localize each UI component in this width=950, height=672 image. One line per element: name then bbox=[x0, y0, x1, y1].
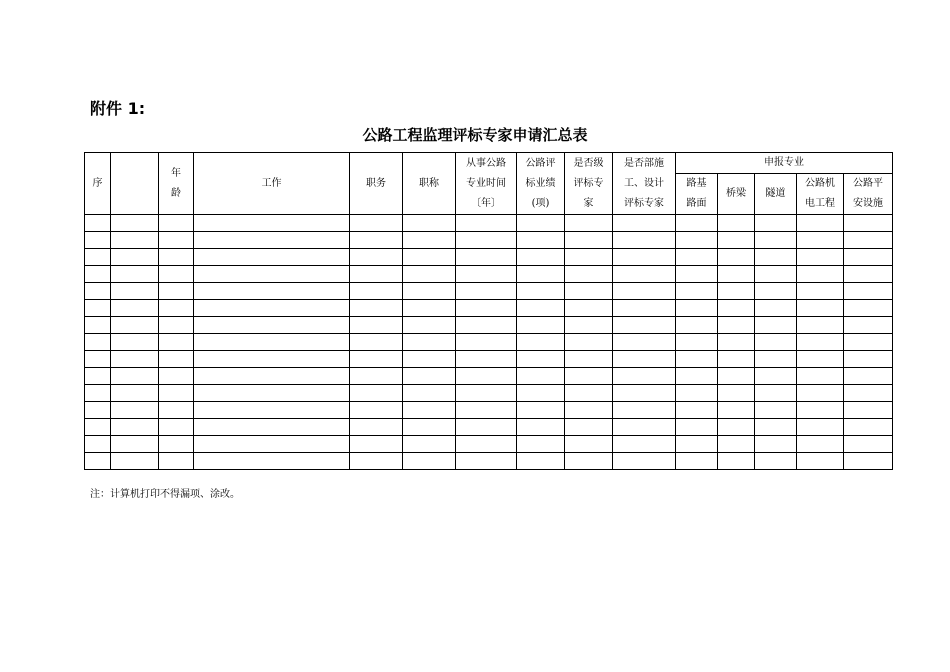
table-cell[interactable] bbox=[403, 215, 456, 232]
table-cell[interactable] bbox=[111, 436, 159, 453]
table-cell[interactable] bbox=[517, 266, 565, 283]
table-cell[interactable] bbox=[797, 368, 844, 385]
table-cell[interactable] bbox=[613, 402, 676, 419]
table-cell[interactable] bbox=[613, 266, 676, 283]
table-cell[interactable] bbox=[111, 334, 159, 351]
table-cell[interactable] bbox=[755, 368, 797, 385]
table-cell[interactable] bbox=[456, 351, 517, 368]
table-cell[interactable] bbox=[159, 334, 194, 351]
table-cell[interactable] bbox=[797, 334, 844, 351]
table-cell[interactable] bbox=[676, 419, 718, 436]
table-cell[interactable] bbox=[676, 334, 718, 351]
col-name-blank bbox=[111, 153, 159, 215]
table-cell[interactable] bbox=[194, 453, 350, 470]
table-cell[interactable] bbox=[159, 215, 194, 232]
table-cell[interactable] bbox=[456, 232, 517, 249]
table-cell[interactable] bbox=[111, 249, 159, 266]
table-cell[interactable] bbox=[676, 436, 718, 453]
header-row bbox=[85, 153, 893, 174]
table-cell[interactable] bbox=[194, 334, 350, 351]
table-cell[interactable] bbox=[111, 419, 159, 436]
table-cell[interactable] bbox=[403, 334, 456, 351]
table-cell[interactable] bbox=[456, 385, 517, 402]
table-cell[interactable] bbox=[613, 232, 676, 249]
table-cell[interactable] bbox=[350, 266, 403, 283]
table-cell[interactable] bbox=[718, 249, 755, 266]
table-cell[interactable] bbox=[85, 283, 111, 300]
table-cell[interactable] bbox=[456, 436, 517, 453]
table-cell[interactable] bbox=[111, 232, 159, 249]
table-cell[interactable] bbox=[613, 317, 676, 334]
table-cell[interactable] bbox=[456, 283, 517, 300]
table-cell[interactable] bbox=[350, 402, 403, 419]
table-cell[interactable] bbox=[797, 453, 844, 470]
table-cell[interactable] bbox=[85, 402, 111, 419]
table-cell[interactable] bbox=[111, 300, 159, 317]
table-cell[interactable] bbox=[565, 300, 613, 317]
table-cell[interactable] bbox=[755, 385, 797, 402]
table-cell[interactable] bbox=[350, 215, 403, 232]
table-cell[interactable] bbox=[194, 402, 350, 419]
col-mech: 公路机 电工程 bbox=[797, 174, 844, 215]
col-group-major: 申报专业 bbox=[676, 153, 893, 174]
table-cell[interactable] bbox=[613, 249, 676, 266]
table-cell[interactable] bbox=[844, 385, 893, 402]
table-cell[interactable] bbox=[111, 283, 159, 300]
table-cell[interactable] bbox=[517, 249, 565, 266]
table-cell[interactable] bbox=[797, 215, 844, 232]
table-cell[interactable] bbox=[676, 453, 718, 470]
table-cell[interactable] bbox=[403, 232, 456, 249]
table-cell[interactable] bbox=[111, 402, 159, 419]
table-cell[interactable] bbox=[456, 402, 517, 419]
table-cell[interactable] bbox=[718, 419, 755, 436]
table-cell[interactable] bbox=[85, 419, 111, 436]
table-cell[interactable] bbox=[111, 453, 159, 470]
table-cell[interactable] bbox=[159, 232, 194, 249]
table-cell[interactable] bbox=[456, 266, 517, 283]
col-age: 年 龄 bbox=[159, 153, 194, 215]
table-cell[interactable] bbox=[159, 453, 194, 470]
table-row bbox=[85, 368, 893, 385]
table-cell[interactable] bbox=[517, 368, 565, 385]
table-cell[interactable] bbox=[718, 215, 755, 232]
table-row bbox=[85, 334, 893, 351]
table-cell[interactable] bbox=[718, 402, 755, 419]
table-cell[interactable] bbox=[85, 266, 111, 283]
table-cell[interactable] bbox=[403, 283, 456, 300]
table-cell[interactable] bbox=[456, 300, 517, 317]
table-cell[interactable] bbox=[517, 334, 565, 351]
table-cell[interactable] bbox=[676, 232, 718, 249]
table-cell[interactable] bbox=[159, 300, 194, 317]
table-cell[interactable] bbox=[517, 385, 565, 402]
table-cell[interactable] bbox=[613, 300, 676, 317]
table-cell[interactable] bbox=[159, 317, 194, 334]
table-cell[interactable] bbox=[194, 215, 350, 232]
table-cell[interactable] bbox=[755, 300, 797, 317]
table-row bbox=[85, 266, 893, 283]
table-cell[interactable] bbox=[613, 368, 676, 385]
table-cell[interactable] bbox=[613, 283, 676, 300]
table-cell[interactable] bbox=[676, 300, 718, 317]
table-cell[interactable] bbox=[718, 334, 755, 351]
table-cell[interactable] bbox=[159, 385, 194, 402]
table-row bbox=[85, 215, 893, 232]
table-cell[interactable] bbox=[194, 368, 350, 385]
table-cell[interactable] bbox=[517, 453, 565, 470]
table-cell[interactable] bbox=[350, 232, 403, 249]
table-cell[interactable] bbox=[797, 249, 844, 266]
table-row bbox=[85, 436, 893, 453]
table-cell[interactable] bbox=[844, 402, 893, 419]
table-cell[interactable] bbox=[111, 385, 159, 402]
table-cell[interactable] bbox=[403, 385, 456, 402]
table-cell[interactable] bbox=[797, 419, 844, 436]
table-row bbox=[85, 283, 893, 300]
table-cell[interactable] bbox=[755, 317, 797, 334]
table-cell[interactable] bbox=[844, 232, 893, 249]
table-row bbox=[85, 419, 893, 436]
table-cell[interactable] bbox=[676, 351, 718, 368]
table-cell[interactable] bbox=[844, 334, 893, 351]
table-cell[interactable] bbox=[403, 453, 456, 470]
col-prov-expert: 是否级 评标专 家 bbox=[565, 153, 613, 215]
table-cell[interactable] bbox=[350, 368, 403, 385]
table-cell[interactable] bbox=[194, 351, 350, 368]
table-cell[interactable] bbox=[755, 266, 797, 283]
table-cell[interactable] bbox=[85, 317, 111, 334]
table-cell[interactable] bbox=[755, 232, 797, 249]
table-cell[interactable] bbox=[111, 266, 159, 283]
table-cell[interactable] bbox=[456, 215, 517, 232]
table-cell[interactable] bbox=[613, 436, 676, 453]
table-cell[interactable] bbox=[797, 351, 844, 368]
form-title: 公路工程监理评标专家申请汇总表 bbox=[362, 126, 588, 144]
table-cell[interactable] bbox=[517, 232, 565, 249]
table-cell[interactable] bbox=[565, 351, 613, 368]
table-cell[interactable] bbox=[718, 436, 755, 453]
table-cell[interactable] bbox=[85, 368, 111, 385]
table-cell[interactable] bbox=[755, 402, 797, 419]
table-row bbox=[85, 453, 893, 470]
table-cell[interactable] bbox=[797, 402, 844, 419]
table-cell[interactable] bbox=[85, 334, 111, 351]
table-cell[interactable] bbox=[676, 266, 718, 283]
table-cell[interactable] bbox=[565, 385, 613, 402]
table-cell[interactable] bbox=[403, 317, 456, 334]
table-cell[interactable] bbox=[844, 283, 893, 300]
table-cell[interactable] bbox=[403, 402, 456, 419]
table-cell[interactable] bbox=[85, 232, 111, 249]
table-cell[interactable] bbox=[755, 436, 797, 453]
table-cell[interactable] bbox=[676, 249, 718, 266]
footnote: 注：计算机打印不得漏项、涂改。 bbox=[90, 489, 240, 500]
table-cell[interactable] bbox=[565, 317, 613, 334]
table-cell[interactable] bbox=[844, 300, 893, 317]
table-cell[interactable] bbox=[718, 266, 755, 283]
table-cell[interactable] bbox=[718, 283, 755, 300]
table-cell[interactable] bbox=[718, 368, 755, 385]
table-cell[interactable] bbox=[159, 266, 194, 283]
col-roadbed: 路基 路面 bbox=[676, 174, 718, 215]
table-cell[interactable] bbox=[565, 232, 613, 249]
table-cell[interactable] bbox=[718, 385, 755, 402]
table-cell[interactable] bbox=[755, 453, 797, 470]
table-cell[interactable] bbox=[456, 317, 517, 334]
table-cell[interactable] bbox=[517, 419, 565, 436]
table-cell[interactable] bbox=[517, 300, 565, 317]
table-cell[interactable] bbox=[565, 283, 613, 300]
table-cell[interactable] bbox=[159, 283, 194, 300]
table-cell[interactable] bbox=[676, 368, 718, 385]
table-cell[interactable] bbox=[350, 317, 403, 334]
table-cell[interactable] bbox=[755, 334, 797, 351]
table-cell[interactable] bbox=[844, 453, 893, 470]
table-cell[interactable] bbox=[517, 351, 565, 368]
table-cell[interactable] bbox=[797, 317, 844, 334]
table-cell[interactable] bbox=[456, 334, 517, 351]
table-cell[interactable] bbox=[517, 215, 565, 232]
table-cell[interactable] bbox=[565, 419, 613, 436]
table-cell[interactable] bbox=[194, 419, 350, 436]
table-cell[interactable] bbox=[613, 334, 676, 351]
table-cell[interactable] bbox=[350, 283, 403, 300]
table-cell[interactable] bbox=[676, 283, 718, 300]
table-cell[interactable] bbox=[194, 283, 350, 300]
table-cell[interactable] bbox=[565, 453, 613, 470]
table-cell[interactable] bbox=[403, 351, 456, 368]
table-cell[interactable] bbox=[159, 351, 194, 368]
table-cell[interactable] bbox=[565, 368, 613, 385]
table-cell[interactable] bbox=[403, 368, 456, 385]
table-cell[interactable] bbox=[718, 351, 755, 368]
table-row bbox=[85, 232, 893, 249]
table-cell[interactable] bbox=[403, 419, 456, 436]
table-cell[interactable] bbox=[194, 266, 350, 283]
table-cell[interactable] bbox=[403, 436, 456, 453]
table-cell[interactable] bbox=[718, 317, 755, 334]
table-cell[interactable] bbox=[85, 453, 111, 470]
table-cell[interactable] bbox=[111, 368, 159, 385]
table-cell[interactable] bbox=[85, 385, 111, 402]
table-cell[interactable] bbox=[456, 453, 517, 470]
table-cell[interactable] bbox=[797, 266, 844, 283]
table-cell[interactable] bbox=[350, 351, 403, 368]
table-cell[interactable] bbox=[159, 419, 194, 436]
table-cell[interactable] bbox=[755, 215, 797, 232]
table-cell[interactable] bbox=[565, 266, 613, 283]
table-row bbox=[85, 317, 893, 334]
table-cell[interactable] bbox=[718, 453, 755, 470]
table-cell[interactable] bbox=[565, 215, 613, 232]
table-cell[interactable] bbox=[350, 300, 403, 317]
table-cell[interactable] bbox=[159, 368, 194, 385]
col-duty: 职务 bbox=[350, 153, 403, 215]
table-cell[interactable] bbox=[844, 266, 893, 283]
table-cell[interactable] bbox=[159, 402, 194, 419]
table-cell[interactable] bbox=[844, 436, 893, 453]
table-cell[interactable] bbox=[194, 232, 350, 249]
table-cell[interactable] bbox=[403, 249, 456, 266]
table-cell[interactable] bbox=[565, 402, 613, 419]
table-cell[interactable] bbox=[676, 317, 718, 334]
table-cell[interactable] bbox=[350, 249, 403, 266]
table-cell[interactable] bbox=[844, 317, 893, 334]
table-cell[interactable] bbox=[350, 334, 403, 351]
table-cell[interactable] bbox=[194, 317, 350, 334]
table-cell[interactable] bbox=[194, 436, 350, 453]
table-cell[interactable] bbox=[517, 283, 565, 300]
table-cell[interactable] bbox=[797, 283, 844, 300]
table-cell[interactable] bbox=[517, 317, 565, 334]
table-cell[interactable] bbox=[613, 385, 676, 402]
table-cell[interactable] bbox=[565, 249, 613, 266]
table-cell[interactable] bbox=[613, 453, 676, 470]
col-work: 工作 bbox=[194, 153, 350, 215]
table-cell[interactable] bbox=[613, 419, 676, 436]
table-cell[interactable] bbox=[194, 300, 350, 317]
table-row bbox=[85, 249, 893, 266]
table-cell[interactable] bbox=[85, 351, 111, 368]
table-cell[interactable] bbox=[755, 419, 797, 436]
table-cell[interactable] bbox=[718, 232, 755, 249]
table-cell[interactable] bbox=[613, 351, 676, 368]
table-cell[interactable] bbox=[350, 419, 403, 436]
table-row bbox=[85, 385, 893, 402]
table-cell[interactable] bbox=[403, 266, 456, 283]
table-cell[interactable] bbox=[194, 249, 350, 266]
table-cell[interactable] bbox=[844, 215, 893, 232]
table-cell[interactable] bbox=[111, 317, 159, 334]
table-cell[interactable] bbox=[456, 249, 517, 266]
table-cell[interactable] bbox=[85, 215, 111, 232]
table-cell[interactable] bbox=[844, 351, 893, 368]
table-cell[interactable] bbox=[159, 436, 194, 453]
table-cell[interactable] bbox=[517, 436, 565, 453]
col-seq: 序 bbox=[85, 153, 111, 215]
col-years: 从事公路 专业时间 〔年〕 bbox=[456, 153, 517, 215]
table-cell[interactable] bbox=[403, 300, 456, 317]
table-cell[interactable] bbox=[676, 402, 718, 419]
table-cell[interactable] bbox=[85, 300, 111, 317]
table-cell[interactable] bbox=[844, 249, 893, 266]
table-cell[interactable] bbox=[111, 351, 159, 368]
table-cell[interactable] bbox=[797, 436, 844, 453]
table-cell[interactable] bbox=[844, 368, 893, 385]
table-cell[interactable] bbox=[844, 419, 893, 436]
table-cell[interactable] bbox=[350, 453, 403, 470]
table-cell[interactable] bbox=[565, 436, 613, 453]
table-cell[interactable] bbox=[85, 249, 111, 266]
table-row bbox=[85, 300, 893, 317]
table-cell[interactable] bbox=[194, 385, 350, 402]
col-safety: 公路平 安设施 bbox=[844, 174, 893, 215]
col-rank: 职称 bbox=[403, 153, 456, 215]
table-cell[interactable] bbox=[456, 419, 517, 436]
table-cell[interactable] bbox=[350, 385, 403, 402]
col-bridge: 桥梁 bbox=[718, 174, 755, 215]
table-cell[interactable] bbox=[755, 283, 797, 300]
table-cell[interactable] bbox=[797, 300, 844, 317]
col-bids: 公路评 标业绩 (项) bbox=[517, 153, 565, 215]
table-cell[interactable] bbox=[350, 436, 403, 453]
col-ministry-expert: 是否部施 工、设计 评标专家 bbox=[613, 153, 676, 215]
table-cell[interactable] bbox=[159, 249, 194, 266]
table-cell[interactable] bbox=[755, 249, 797, 266]
table-row bbox=[85, 351, 893, 368]
table-cell[interactable] bbox=[755, 351, 797, 368]
table-cell[interactable] bbox=[676, 385, 718, 402]
table-cell[interactable] bbox=[517, 402, 565, 419]
table-cell[interactable] bbox=[613, 215, 676, 232]
table-cell[interactable] bbox=[718, 300, 755, 317]
table-cell[interactable] bbox=[565, 334, 613, 351]
table-cell[interactable] bbox=[111, 215, 159, 232]
table-cell[interactable] bbox=[676, 215, 718, 232]
table-cell[interactable] bbox=[797, 385, 844, 402]
attachment-heading: 附件 1: bbox=[90, 99, 146, 118]
summary-table bbox=[84, 152, 893, 470]
table-cell[interactable] bbox=[456, 368, 517, 385]
table-cell[interactable] bbox=[85, 436, 111, 453]
table-cell[interactable] bbox=[797, 232, 844, 249]
table-row bbox=[85, 402, 893, 419]
col-tunnel: 隧道 bbox=[755, 174, 797, 215]
